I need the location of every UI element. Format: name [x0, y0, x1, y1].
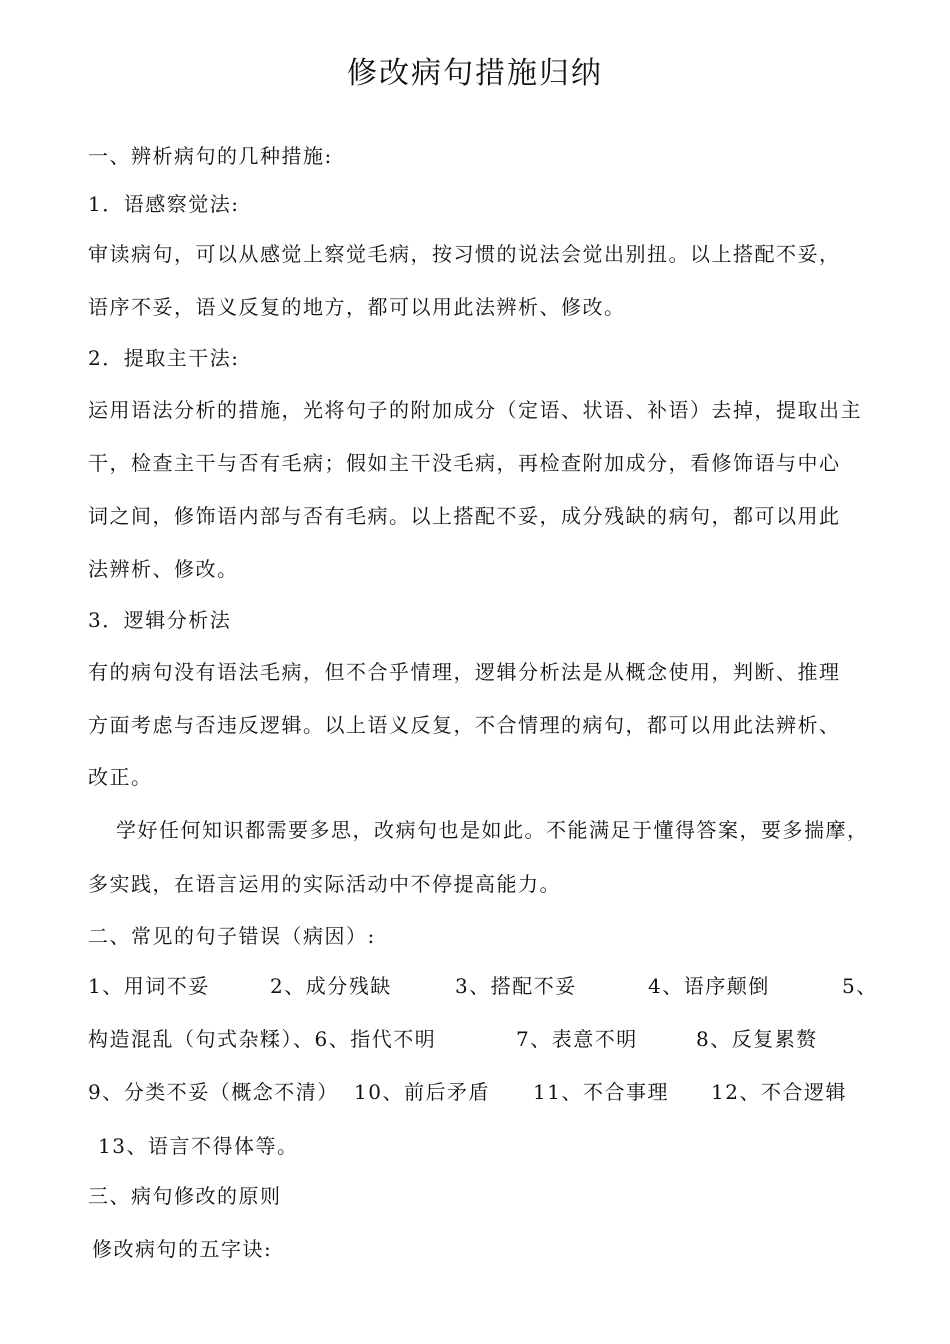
page-title: 修改病句措施归纳: [347, 56, 603, 91]
paragraph-line: 运用语法分析的措施，光将句子的附加成分（定语、状语、补语）去掉，提取出主: [88, 398, 862, 422]
paragraph-line: 干，检查主干与否有毛病；假如主干没毛病，再检查附加成分，看修饰语与中心: [88, 451, 841, 475]
subheading: 修改病句的五字诀:: [92, 1237, 273, 1261]
paragraph-line: 法辨析、修改。: [88, 557, 239, 581]
paragraph-line: 审读病句，可以从感觉上察觉毛病，按习惯的说法会觉出别扭。以上搭配不妥，: [88, 242, 841, 266]
error-item: 9、分类不妥（概念不清）: [88, 1080, 339, 1104]
paragraph-line: 词之间，修饰语内部与否有毛病。以上搭配不妥，成分残缺的病句，都可以用此: [88, 504, 841, 528]
error-item: 5、: [842, 974, 878, 998]
error-item: 1、用词不妥: [88, 974, 210, 998]
error-item: 2、成分残缺: [270, 974, 392, 998]
method-heading-2: 2．提取主干法:: [88, 346, 240, 370]
error-item: 13、语言不得体等。: [98, 1134, 299, 1158]
section-heading-2: 二、常见的句子错误（病因）:: [88, 924, 376, 948]
paragraph-line: 改正。: [88, 765, 153, 789]
error-item: 11、不合事理: [533, 1080, 669, 1104]
error-item: 7、表意不明: [516, 1027, 638, 1051]
error-item: 4、语序颠倒: [648, 974, 770, 998]
section-heading-1: 一、辨析病句的几种措施:: [88, 144, 333, 168]
paragraph-line: 有的病句没有语法毛病，但不合乎情理，逻辑分析法是从概念使用，判断、推理: [88, 660, 841, 684]
error-item: 12、不合逻辑: [711, 1080, 847, 1104]
section-heading-3: 三、病句修改的原则: [88, 1184, 282, 1208]
method-heading-1: 1．语感察觉法:: [88, 192, 240, 216]
error-item: 8、反复累赘: [696, 1027, 818, 1051]
error-item: 构造混乱（句式杂糅）、6、指代不明: [88, 1027, 437, 1051]
paragraph-line: 语序不妥，语义反复的地方，都可以用此法辨析、修改。: [88, 295, 626, 319]
error-item: 3、搭配不妥: [455, 974, 577, 998]
summary-line: 多实践，在语言运用的实际活动中不停提高能力。: [88, 872, 561, 896]
method-heading-3: 3．逻辑分析法: [88, 608, 232, 632]
error-item: 10、前后矛盾: [354, 1080, 490, 1104]
paragraph-line: 方面考虑与否违反逻辑。以上语义反复，不合情理的病句，都可以用此法辨析、: [88, 713, 841, 737]
summary-line: 学好任何知识都需要多思，改病句也是如此。不能满足于懂得答案，要多揣摩，: [116, 818, 869, 842]
